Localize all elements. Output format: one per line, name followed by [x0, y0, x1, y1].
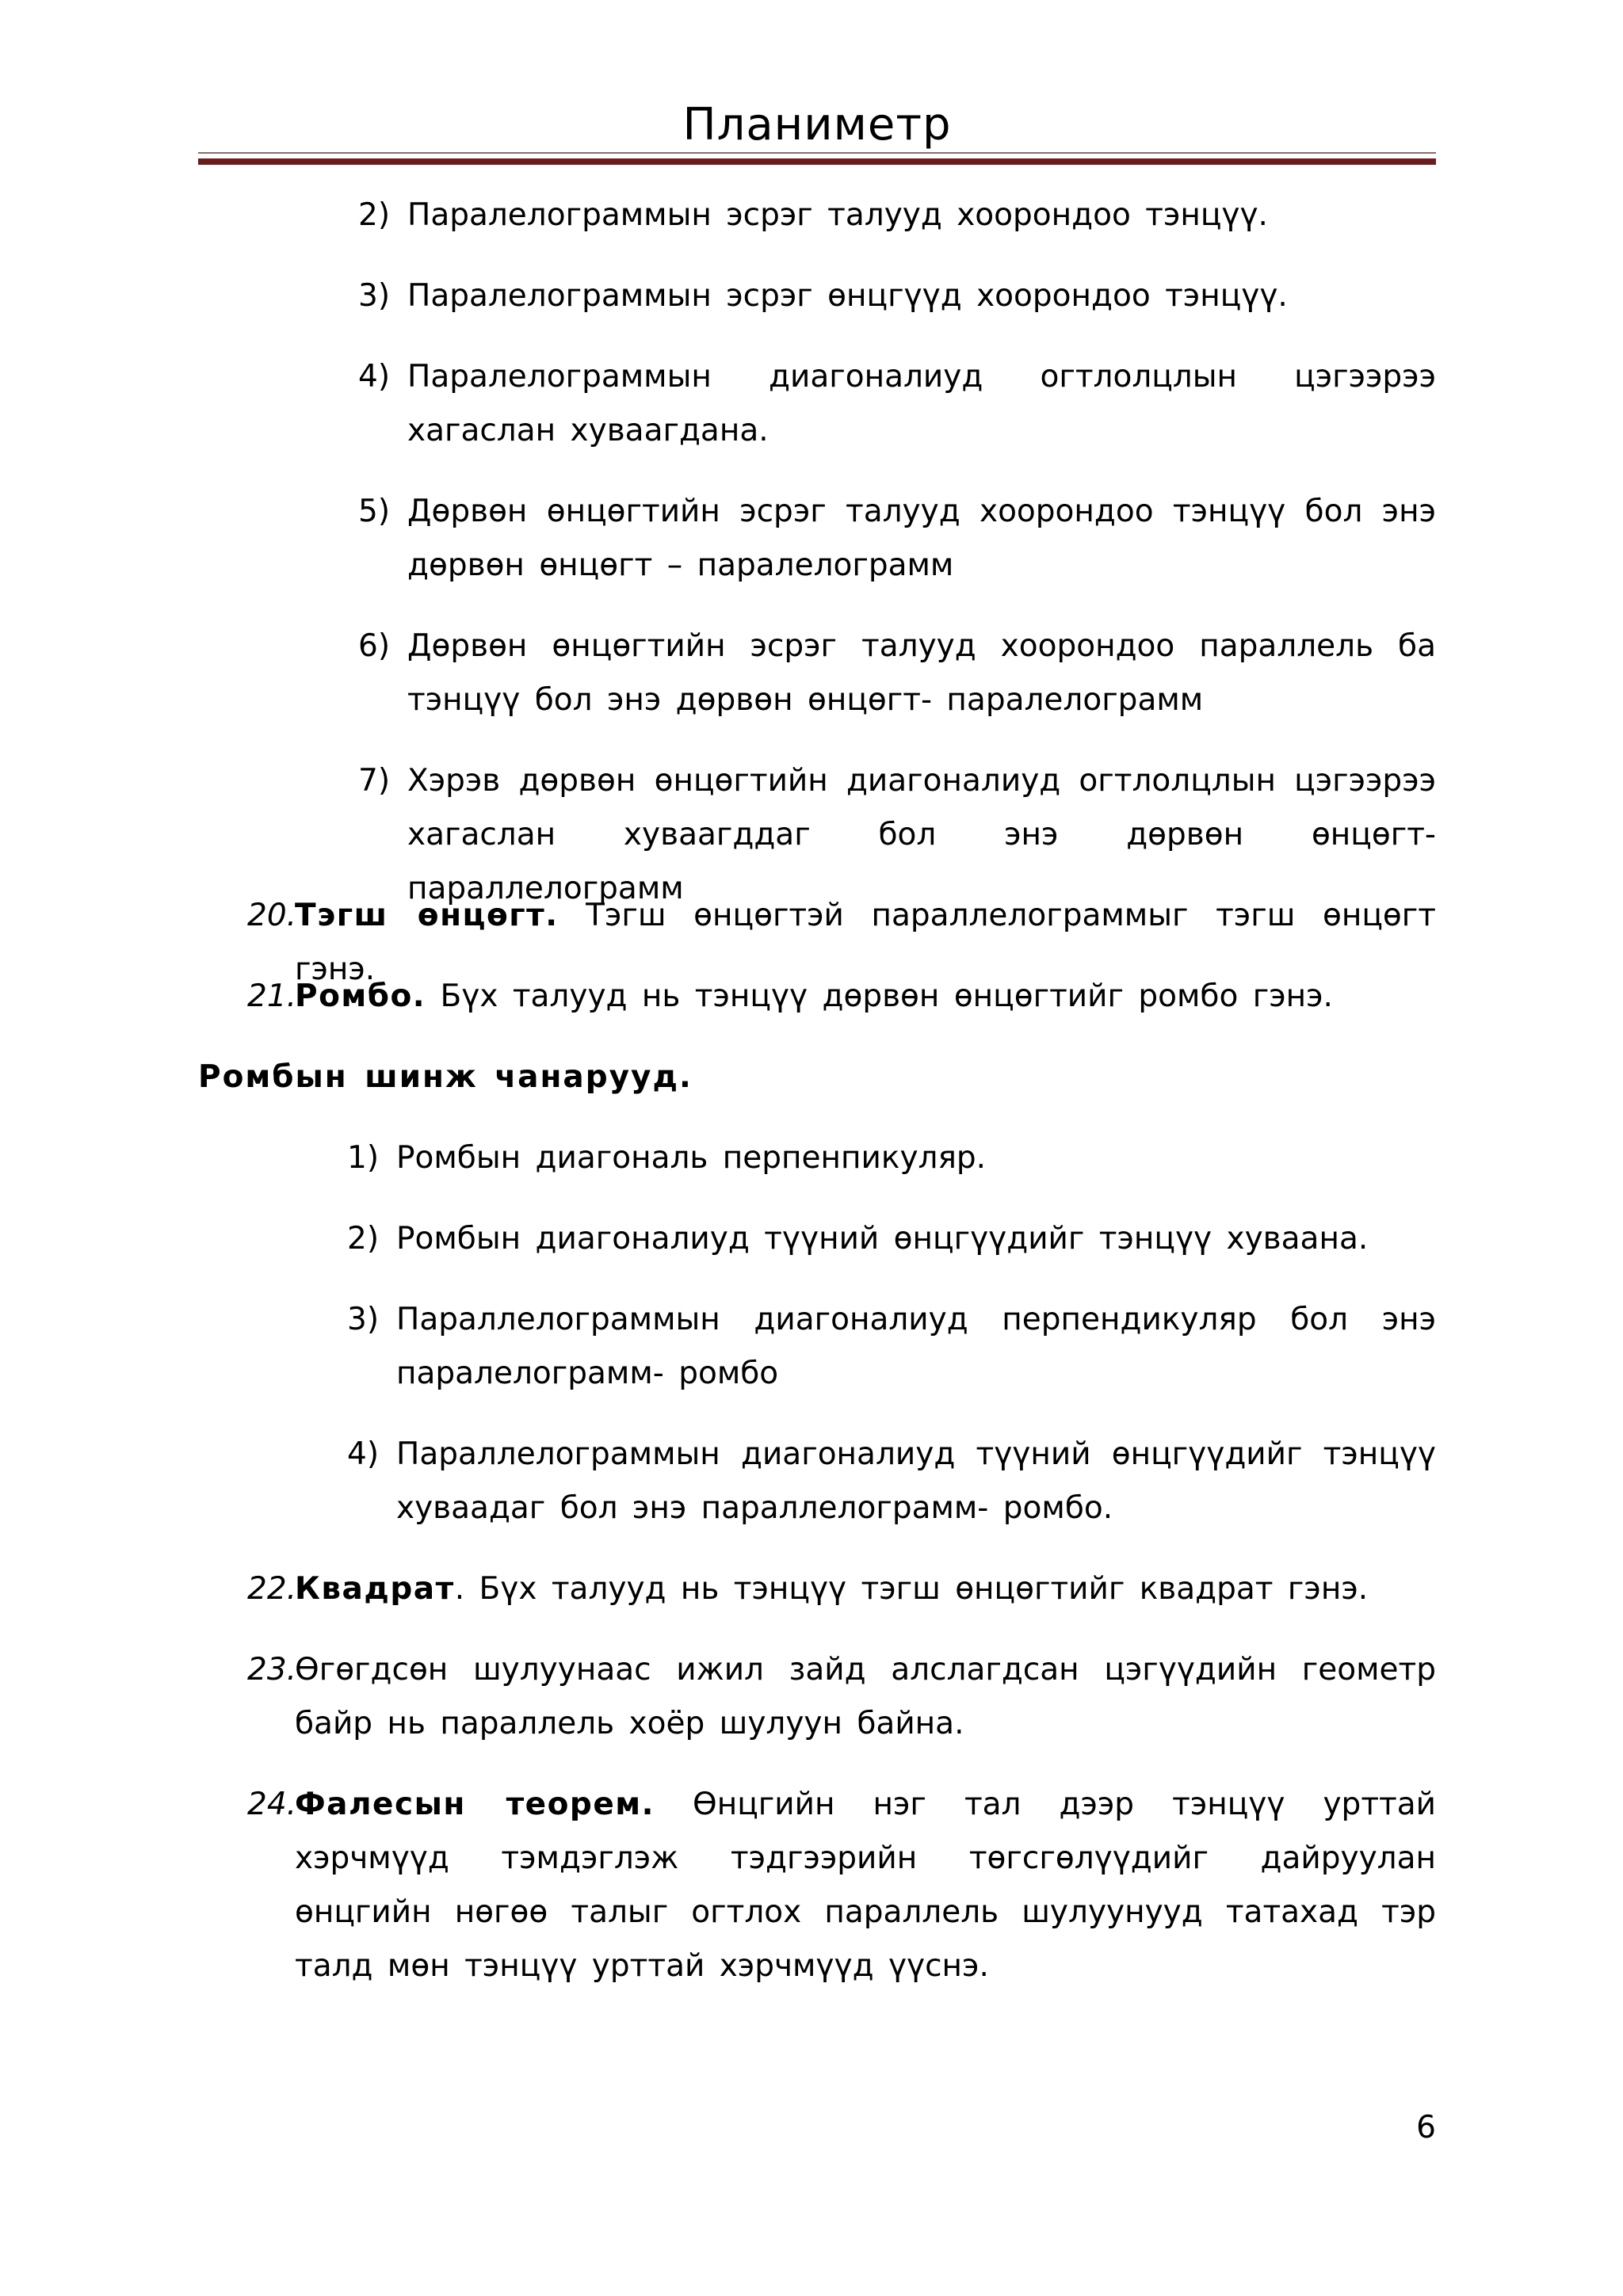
definition-text: Өнцгийн нэг тал дээр тэнцүү урттай хэрчмүүд тэмдэглэж тэдгээрийн төгсгөлүүдийг дайруулан өнцгийн нөгөө талыг огтлох параллель шулуунууд татахад тэр талд мөн тэнцүү урттай хэрчмүүд үүснэ.	[295, 1787, 1436, 1984]
definition-term: Ромбо.	[295, 978, 426, 1014]
section-heading: Ромбын шинж чанарууд.	[198, 1059, 693, 1095]
definition-text: Тэгш өнцөгтэй параллелограммыг тэгш өнцөгт гэнэ.	[295, 898, 1436, 987]
definition-rhombus	[247, 970, 1436, 1024]
definition-number: 20.	[247, 898, 297, 933]
list-item	[358, 620, 1436, 727]
definition-number: 22.	[247, 1571, 297, 1607]
list-item-number: 2)	[347, 1221, 380, 1257]
list-item-text: Параллелограммын диагоналиуд түүний өнцгүүдийг тэнцүү хуваадаг бол энэ параллелограмм- ромбо.	[396, 1436, 1436, 1526]
definition-number: 23.	[247, 1652, 297, 1688]
list-item-number: 1)	[347, 1140, 380, 1176]
list-item-text: Хэрэв дөрвөн өнцөгтийн диагоналиуд огтлолцлын цэгээрээ хагаслан хуваагддаг бол энэ дөрвөн өнцөгт- параллелограмм	[407, 763, 1436, 906]
definition-text: Өгөгдсөн шулуунаас ижил зайд алслагдсан цэгүүдийн геометр байр нь параллель хоёр шулуун байна.	[295, 1652, 1436, 1741]
definition-text: . Бүх талууд нь тэнцүү тэгш өнцөгтийг квадрат гэнэ.	[454, 1571, 1369, 1607]
list-item	[347, 1428, 1436, 1535]
list-item	[358, 189, 1436, 242]
definition-square	[247, 1562, 1436, 1616]
definition-locus	[247, 1643, 1436, 1751]
definition-term: Тэгш өнцөгт.	[295, 898, 559, 933]
list-item-text: Ромбын диагональ перпенпикуляр.	[396, 1140, 987, 1176]
list-item-text: Паралелограммын эсрэг талууд хоорондоо тэнцүү.	[407, 197, 1268, 233]
header-rule-thin	[198, 152, 1436, 154]
header-rule-thick	[198, 158, 1436, 165]
list-item	[358, 350, 1436, 458]
list-item-text: Дөрвөн өнцөгтийн эсрэг талууд хоорондоо тэнцүү бол энэ дөрвөн өнцөгт – паралелограмм	[407, 494, 1436, 583]
definition-number: 21.	[247, 978, 297, 1014]
definition-number: 24.	[247, 1787, 297, 1822]
list-item-text: Ромбын диагоналиуд түүний өнцгүүдийг тэнцүү хуваана.	[396, 1221, 1369, 1257]
page-header-title: Планиметр	[682, 99, 952, 151]
list-item-text: Паралелограммын эсрэг өнцгүүд хоорондоо тэнцүү.	[407, 278, 1288, 314]
list-item-number: 3)	[358, 278, 391, 314]
list-item	[358, 269, 1436, 323]
definition-term: Фалесын теорем.	[295, 1787, 655, 1822]
list-item	[347, 1293, 1436, 1401]
list-item-number: 3)	[347, 1302, 380, 1337]
list-item-number: 4)	[358, 359, 391, 395]
list-item-number: 7)	[358, 763, 391, 799]
definition-thales-theorem	[247, 1778, 1436, 1993]
definition-term: Квадрат	[295, 1571, 455, 1607]
list-item	[358, 485, 1436, 593]
list-item-number: 2)	[358, 197, 391, 233]
list-item-text: Дөрвөн өнцөгтийн эсрэг талууд хоорондоо параллель ба тэнцүү бол энэ дөрвөн өнцөгт- паралелограмм	[407, 628, 1436, 718]
list-item-number: 4)	[347, 1436, 380, 1472]
list-item-number: 5)	[358, 494, 391, 529]
list-item-number: 6)	[358, 628, 391, 664]
list-item	[347, 1131, 1436, 1185]
page-number: 6	[1416, 2110, 1436, 2145]
list-item-text: Параллелограммын диагоналиуд перпендикуляр бол энэ паралелограмм- ромбо	[396, 1302, 1436, 1391]
list-item	[347, 1212, 1436, 1266]
list-item-text: Паралелограммын диагоналиуд огтлолцлын цэгээрээ хагаслан хуваагдана.	[407, 359, 1436, 448]
definition-text: Бүх талууд нь тэнцүү дөрвөн өнцөгтийг ромбо гэнэ.	[426, 978, 1333, 1014]
